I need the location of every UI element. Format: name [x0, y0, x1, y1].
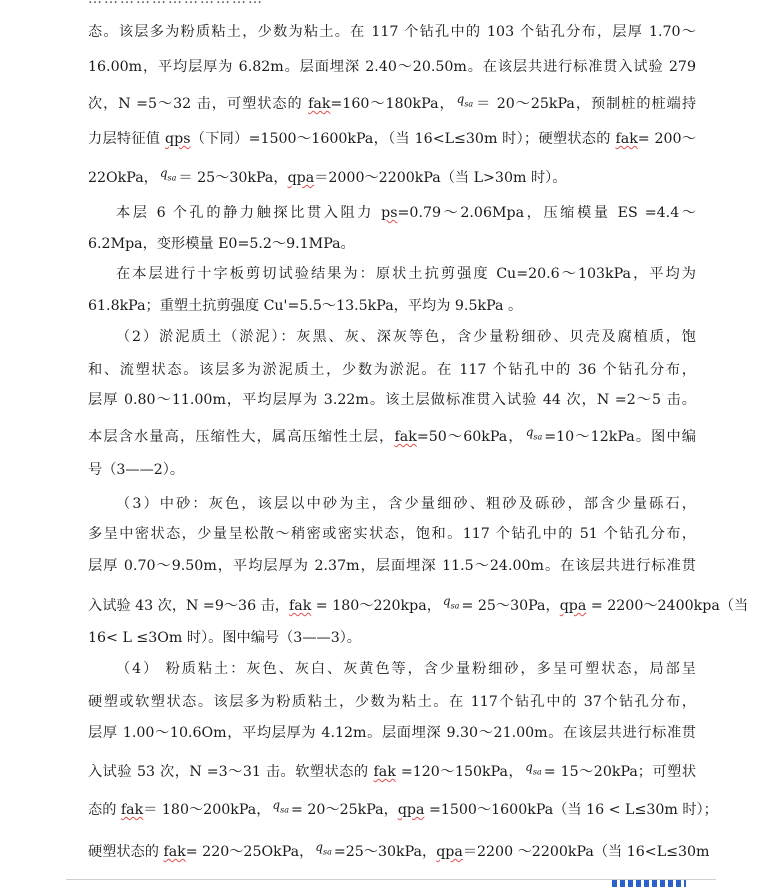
qsa-symbol: $q_{sa}$ [456, 92, 474, 109]
text-segment: =50～60kPa， [416, 429, 524, 445]
text-segment: =120～150kPa， [395, 764, 524, 780]
spellcheck-term: fak [288, 598, 312, 614]
qsa-symbol: $q_{sa}$ [272, 798, 289, 815]
spellcheck-term: ps [381, 205, 398, 221]
text-line [88, 840, 710, 867]
spellcheck-term: qpa [397, 802, 425, 818]
spellcheck-term: qpa [436, 844, 463, 860]
spellcheck-term: fak [373, 764, 396, 780]
text-segment: 入试验 53 次，N =3～31 击。软塑状态的 [88, 764, 374, 780]
text-segment: = 15～20kPa；可塑状 [543, 764, 697, 780]
spellcheck-term: qpa [287, 170, 315, 186]
text-line [88, 723, 696, 743]
text-line [116, 264, 696, 284]
text-segment: = 2200～2400kpa（当 [586, 598, 749, 614]
qsa-symbol: $q_{sa}$ [525, 425, 543, 442]
clipped-previous-line [88, 0, 688, 3]
text-line [88, 168, 566, 193]
text-segment: ＝ 25～30kPa， [178, 170, 288, 186]
spellcheck-term: fak [163, 844, 186, 860]
text-segment: 本层含水量高，压缩性大，属高压缩性土层， [88, 429, 395, 445]
text-segment: 硬塑或软塑状态。该层多为粉质粘土，少数为粘土。在 117个钻孔中的 37个钻孔分布， [88, 694, 696, 710]
qsa-symbol: $q_{sa}$ [159, 166, 177, 183]
spellcheck-term: fak [308, 96, 331, 112]
text-line [88, 692, 696, 712]
text-segment: = 25～30Pa， [461, 598, 560, 614]
text-segment: （3）中砂：灰色，该层以中砂为主，含少量细砂、粗砂及砾砂，部含少量砾石， [116, 496, 696, 512]
spellcheck-term: fak [120, 802, 144, 818]
text-line [88, 94, 696, 119]
text-line [88, 427, 696, 452]
text-line [116, 203, 696, 223]
text-line [116, 659, 696, 679]
text-segment: （4） 粉质粘土：灰色、灰白、灰黄色等，含少量粉细砂，多呈可塑状态，局部呈 [116, 661, 696, 677]
text-segment: 硬塑状态的 [88, 844, 164, 860]
text-line [88, 57, 696, 77]
text-segment: 号（3——2）。 [88, 462, 185, 478]
qsa-symbol: $q_{sa}$ [442, 594, 460, 611]
text-segment: 层厚 0.80～11.00m，平均层厚为 3.22m。该土层做标准贯入试验 44 次，N =2～5 击。 [88, 392, 696, 408]
qsa-symbol: $q_{sa}$ [315, 840, 332, 857]
text-line [88, 22, 696, 42]
text-line [116, 494, 696, 514]
text-segment: = 20～25kPa， [290, 802, 398, 818]
text-segment: 次，N =5～32 击，可塑状态的 [88, 96, 309, 112]
text-segment: 本层 6 个孔的静力触探比贯入阻力 [116, 205, 382, 221]
qsa-symbol: $q_{sa}$ [525, 760, 542, 777]
text-line [88, 360, 696, 380]
text-segment: 层厚 1.00～10.6Om，平均层厚为 4.12m。层面埋深 9.30～21.00m。在该层共进行标准贯 [88, 725, 696, 741]
text-segment: 在本层进行十字板剪切试验结果为：原状土抗剪强度 Cu=20.6～103kPa，平均为 [116, 266, 696, 282]
text-segment: =10～12kPa。图中编 [544, 429, 696, 445]
text-line [88, 390, 696, 410]
text-line [88, 762, 696, 787]
text-segment: =25～30kPa， [333, 844, 437, 860]
text-segment: = 180～220kpa， [311, 598, 441, 614]
text-segment: 入试验 43 次，N =9～36 击， [88, 598, 289, 614]
text-segment: ＝ 180～200kPa， [143, 802, 271, 818]
text-line [88, 628, 361, 648]
spellcheck-term: qpa [559, 598, 587, 614]
spellcheck-term: fak [615, 131, 638, 147]
text-segment: 态的 [88, 802, 121, 818]
text-line [88, 460, 184, 480]
text-line [88, 556, 696, 576]
page-break-marker [612, 880, 686, 887]
text-segment: =0.79～2.06Mpa，压缩模量 ES =4.4～ [397, 205, 696, 221]
text-line [88, 129, 696, 149]
text-segment: 22OkPa， [88, 170, 158, 186]
text-segment: 61.8kPa；重塑土抗剪强度 Cu'=5.5～13.5kPa，平均为 9.5kPa 。 [88, 298, 523, 314]
text-segment: （2）淤泥质土（淤泥）：灰黑、灰、深灰等色，含少量粉细砂、贝壳及腐植质，饱 [116, 329, 696, 345]
text-segment: ＝ 20～25kPa，预制桩的桩端持 [475, 96, 697, 112]
text-segment: 态。该层多为粉质粘土，少数为粘土。在 117 个钻孔中的 103 个钻孔分布，层厚 1.70～ [88, 24, 696, 40]
text-segment: ＝2200 ～2200kPa（当 16<L≤30m [462, 844, 710, 860]
text-segment: （下同）=1500～1600kPa，（当 16<L≤30m 时）；硬塑状态的 [190, 131, 616, 147]
text-segment: 16< L ≤3Om 时）。图中编号（3——3）。 [88, 630, 361, 646]
text-line [88, 296, 522, 316]
text-segment: 多呈中密状态，少量呈松散～稍密或密实状态，饱和。117 个钻孔中的 51 个钻孔分布， [88, 526, 696, 542]
text-segment: 层厚 0.70～9.50m，平均层厚为 2.37m，层面埋深 11.5～24.00m。在该层共进行标准贯 [88, 558, 696, 574]
text-segment: = 220～25OkPa， [185, 844, 314, 860]
text-segment: =1500～1600kPa（当 16 < L≤30m 时）； [424, 802, 718, 818]
text-line [88, 234, 355, 254]
text-line [88, 594, 749, 621]
text-segment: 6.2Mpa，变形模量 E0=5.2～9.1MPa。 [88, 236, 355, 252]
text-segment: = 200～ [637, 131, 696, 147]
text-segment: 和、流塑状态。该层多为淤泥质土，少数为淤泥。在 117 个钻孔中的 36 个钻孔分布， [88, 362, 696, 378]
text-line [116, 327, 696, 347]
text-segment: 16.00m，平均层厚为 6.82m。层面埋深 2.40～20.50m。在该层共进行标准贯入试验 279 [88, 59, 696, 75]
spellcheck-term: fak [394, 429, 417, 445]
text-segment: =160～180kPa， [330, 96, 455, 112]
text-segment: 力层特征值 [88, 131, 166, 147]
spellcheck-term: qps [165, 131, 191, 147]
text-line [88, 798, 718, 825]
text-segment: ＝2000～2200kPa（当 L>30m 时）。 [314, 170, 567, 186]
text-line [88, 524, 696, 544]
